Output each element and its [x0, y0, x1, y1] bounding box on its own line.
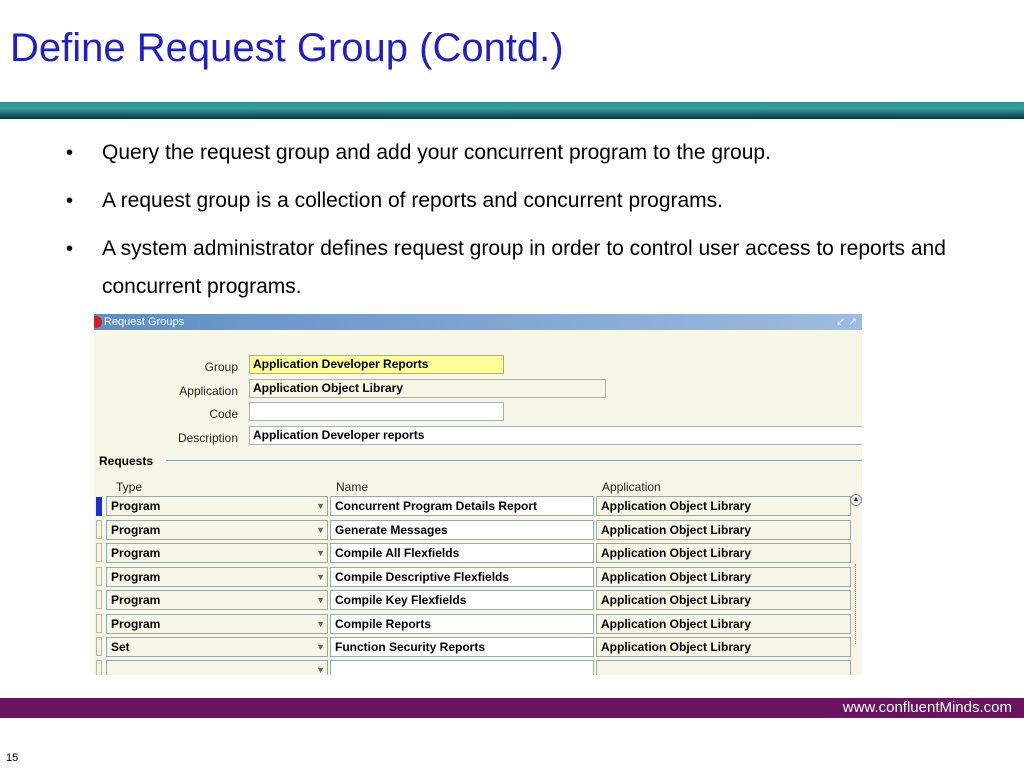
form-window-title: Request Groups	[104, 316, 185, 328]
title-divider	[0, 102, 1024, 119]
type-cell[interactable]	[106, 614, 328, 634]
application-cell[interactable]: Application Object Library	[596, 637, 851, 657]
page-number: 15	[6, 752, 19, 764]
application-label: Application	[179, 384, 238, 398]
dropdown-arrow-icon[interactable]: ▼	[316, 665, 325, 675]
description-label: Description	[177, 431, 238, 445]
row-indicator[interactable]	[96, 590, 102, 609]
application-cell[interactable]: Application Object Library	[596, 614, 851, 634]
group-label: Group	[204, 360, 238, 374]
dropdown-arrow-icon[interactable]: ▼	[316, 501, 325, 511]
type-cell[interactable]	[106, 496, 328, 516]
bullet-item	[62, 138, 1012, 172]
application-cell[interactable]	[596, 660, 851, 675]
footer-url: www.confluentMinds.com	[842, 699, 1012, 716]
bullet-list	[62, 138, 1012, 320]
name-cell[interactable]	[330, 660, 594, 675]
type-value: Program	[111, 499, 161, 513]
bullet-item	[62, 186, 1012, 220]
dropdown-arrow-icon[interactable]: ▼	[316, 619, 325, 629]
dropdown-arrow-icon[interactable]: ▼	[316, 525, 325, 535]
column-header-type: Type	[116, 480, 143, 494]
type-cell[interactable]	[106, 637, 328, 657]
description-field[interactable]: Application Developer reports	[249, 426, 862, 445]
name-cell[interactable]: Concurrent Program Details Report	[330, 496, 594, 516]
form-titlebar[interactable]	[94, 314, 862, 330]
request-groups-form	[94, 314, 862, 675]
dropdown-arrow-icon[interactable]: ▼	[316, 595, 325, 605]
application-field[interactable]: Application Object Library	[249, 379, 606, 398]
application-cell[interactable]: Application Object Library	[596, 520, 851, 540]
dropdown-arrow-icon[interactable]: ▼	[316, 572, 325, 582]
type-value: Program	[111, 523, 161, 537]
bullet-item	[62, 234, 1012, 306]
name-cell[interactable]: Compile Key Flexfields	[330, 590, 594, 610]
bullet-text: A request group is a collection of reports and concurrent programs.	[102, 189, 723, 212]
requests-section-label: Requests	[99, 454, 154, 468]
type-cell[interactable]	[106, 590, 328, 610]
type-cell[interactable]	[106, 660, 328, 675]
type-value: Program	[111, 617, 161, 631]
name-cell[interactable]: Function Security Reports	[330, 637, 594, 657]
oracle-icon	[94, 316, 102, 328]
type-cell[interactable]	[106, 543, 328, 563]
minimize-icon[interactable]: ↙	[836, 316, 846, 328]
row-indicator[interactable]	[96, 614, 102, 633]
dropdown-arrow-icon[interactable]: ▼	[316, 548, 325, 558]
name-cell[interactable]: Compile All Flexfields	[330, 543, 594, 563]
type-value: Set	[111, 640, 130, 654]
application-cell[interactable]: Application Object Library	[596, 496, 851, 516]
row-indicator[interactable]	[96, 660, 102, 675]
type-value: Program	[111, 593, 161, 607]
type-value: Program	[111, 546, 161, 560]
dropdown-arrow-icon[interactable]: ▼	[316, 642, 325, 652]
bullet-icon: •	[66, 238, 74, 260]
code-label: Code	[209, 407, 238, 421]
name-cell[interactable]: Compile Reports	[330, 614, 594, 634]
application-cell[interactable]: Application Object Library	[596, 543, 851, 563]
column-header-name: Name	[336, 480, 369, 494]
column-header-application: Application	[602, 480, 661, 494]
row-indicator[interactable]	[96, 543, 102, 562]
requests-scrollbar[interactable]	[850, 494, 862, 644]
row-indicator[interactable]	[96, 637, 102, 656]
scroll-up-icon[interactable]: ▲	[850, 494, 862, 506]
type-cell[interactable]	[106, 520, 328, 540]
bullet-text: Query the request group and add your concurrent program to the group.	[102, 141, 771, 164]
maximize-icon[interactable]: ↗	[848, 316, 858, 328]
name-cell[interactable]: Generate Messages	[330, 520, 594, 540]
row-indicator[interactable]	[96, 567, 102, 586]
requests-divider	[166, 460, 862, 461]
application-cell[interactable]: Application Object Library	[596, 590, 851, 610]
row-indicator-current[interactable]	[96, 497, 102, 516]
group-field[interactable]: Application Developer Reports	[249, 355, 504, 374]
slide-title: Define Request Group (Contd.)	[10, 26, 564, 70]
application-cell[interactable]: Application Object Library	[596, 567, 851, 587]
scroll-track[interactable]	[855, 564, 858, 644]
bullet-text: A system administrator defines request group in order to control user access to reports and concurrent programs.	[102, 237, 946, 298]
footer-band	[0, 698, 1024, 718]
name-cell[interactable]: Compile Descriptive Flexfields	[330, 567, 594, 587]
row-indicator[interactable]	[96, 520, 102, 539]
bullet-icon: •	[66, 190, 74, 212]
type-value: Program	[111, 570, 161, 584]
type-cell[interactable]	[106, 567, 328, 587]
bullet-icon: •	[66, 142, 74, 164]
code-field[interactable]	[249, 402, 504, 421]
